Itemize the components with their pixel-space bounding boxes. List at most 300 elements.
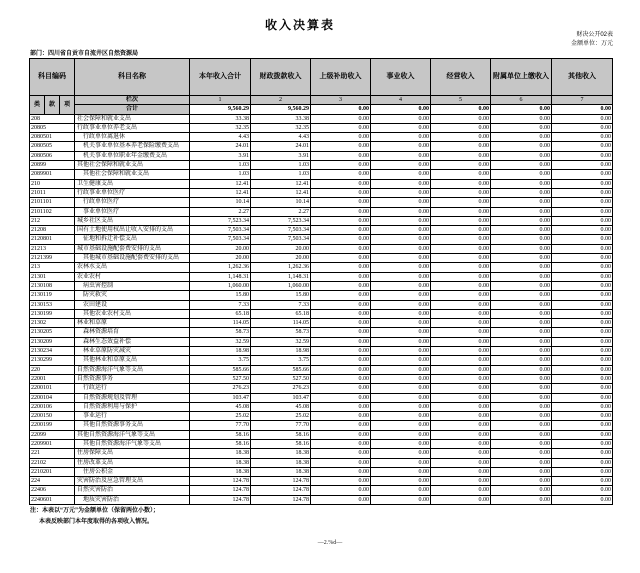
subject-code-cell: 208 <box>30 114 75 123</box>
value-cell: 124.78 <box>251 495 311 504</box>
value-cell: 0.00 <box>552 114 613 123</box>
column-index-4: 4 <box>371 96 431 105</box>
subject-code-cell: 2120801 <box>30 235 75 244</box>
value-cell: 18.38 <box>190 458 251 467</box>
table-row <box>30 207 613 216</box>
value-cell: 0.00 <box>311 393 371 402</box>
grand-total-row <box>30 105 613 114</box>
value-cell: 7.33 <box>251 300 311 309</box>
value-cell: 0.00 <box>371 114 431 123</box>
table-row <box>30 374 613 383</box>
footnote-line-2: 本表反映部门本年度取得的各项收入情况。 <box>39 518 154 525</box>
subject-name-cell: 其他城市基础设施配套费安排的支出 <box>75 254 190 263</box>
value-cell: 0.00 <box>431 319 491 328</box>
value-cell: 0.00 <box>311 198 371 207</box>
value-cell: 7,503.34 <box>190 235 251 244</box>
subcol-section: 款 <box>45 96 60 115</box>
table-row <box>30 356 613 365</box>
value-cell: 0.00 <box>371 254 431 263</box>
value-cell: 0.00 <box>491 123 552 132</box>
subject-code-cell: 2200101 <box>30 384 75 393</box>
value-cell: 0.00 <box>311 430 371 439</box>
value-cell: 25.02 <box>190 412 251 421</box>
value-cell: 0.00 <box>311 300 371 309</box>
table-row <box>30 384 613 393</box>
value-cell: 0.00 <box>431 300 491 309</box>
value-cell: 0.00 <box>552 449 613 458</box>
value-cell: 0.00 <box>552 374 613 383</box>
value-cell: 0.00 <box>311 402 371 411</box>
table-row <box>30 226 613 235</box>
value-cell: 0.00 <box>552 467 613 476</box>
value-cell: 33.38 <box>190 114 251 123</box>
subject-code-cell: 2080501 <box>30 133 75 142</box>
value-cell: 0.00 <box>431 291 491 300</box>
value-cell: 0.00 <box>431 254 491 263</box>
value-cell: 0.00 <box>371 467 431 476</box>
value-cell: 0.00 <box>552 365 613 374</box>
value-cell: 3.75 <box>251 356 311 365</box>
value-cell: 0.00 <box>552 254 613 263</box>
value-cell: 0.00 <box>311 319 371 328</box>
subject-name-cell: 城市基础设施配套费安排的支出 <box>75 244 190 253</box>
value-cell: 0.00 <box>371 412 431 421</box>
value-cell: 0.00 <box>552 337 613 346</box>
value-cell: 0.00 <box>371 356 431 365</box>
value-cell: 276.23 <box>251 384 311 393</box>
value-cell: 0.00 <box>311 374 371 383</box>
subject-code-cell: 2130299 <box>30 356 75 365</box>
value-cell: 7,523.34 <box>190 216 251 225</box>
value-cell: 0.00 <box>311 216 371 225</box>
grand-total-label: 合计 <box>75 105 190 114</box>
value-cell: 0.00 <box>431 244 491 253</box>
subject-name-cell: 自然灾害防治 <box>75 486 190 495</box>
value-cell: 0.00 <box>371 244 431 253</box>
table-row <box>30 179 613 188</box>
column-index-row <box>30 96 613 105</box>
value-cell: 0.00 <box>552 300 613 309</box>
value-cell: 114.05 <box>190 319 251 328</box>
table-row <box>30 114 613 123</box>
table-row <box>30 365 613 374</box>
value-cell: 0.00 <box>552 235 613 244</box>
subject-code-cell: 210 <box>30 179 75 188</box>
subject-code-cell: 221 <box>30 449 75 458</box>
table-row <box>30 430 613 439</box>
value-cell: 124.78 <box>190 486 251 495</box>
value-cell: 12.41 <box>190 188 251 197</box>
value-cell: 65.18 <box>251 309 311 318</box>
value-cell: 124.78 <box>190 495 251 504</box>
value-cell: 0.00 <box>491 365 552 374</box>
value-cell: 0.00 <box>431 188 491 197</box>
value-cell: 0.00 <box>311 161 371 170</box>
value-cell: 0.00 <box>552 356 613 365</box>
value-cell: 0.00 <box>552 263 613 272</box>
value-cell: 65.18 <box>190 309 251 318</box>
table-row <box>30 291 613 300</box>
value-cell: 0.00 <box>311 421 371 430</box>
subject-code-cell: 22099 <box>30 430 75 439</box>
value-cell: 0.00 <box>491 216 552 225</box>
department-label: 部门：四川省自贡市自流井区自然资源局 <box>30 51 139 57</box>
subject-code-cell: 2130199 <box>30 309 75 318</box>
value-cell: 0.00 <box>311 356 371 365</box>
value-cell: 0.00 <box>371 216 431 225</box>
subject-code-cell: 22001 <box>30 374 75 383</box>
subject-name-cell: 行政单位离退休 <box>75 133 190 142</box>
subject-code-cell: 2089901 <box>30 170 75 179</box>
subject-code-cell: 2130153 <box>30 300 75 309</box>
subcol-class: 类 <box>30 96 45 115</box>
subject-name-cell: 行政运行 <box>75 384 190 393</box>
value-cell: 58.16 <box>190 430 251 439</box>
value-cell: 0.00 <box>311 254 371 263</box>
subject-code-cell: 2130205 <box>30 328 75 337</box>
table-row <box>30 439 613 448</box>
table-row <box>30 188 613 197</box>
value-cell: 0.00 <box>431 216 491 225</box>
value-cell: 0.00 <box>552 495 613 504</box>
value-cell: 0.00 <box>491 142 552 151</box>
value-cell: 0.00 <box>491 263 552 272</box>
table-row <box>30 337 613 346</box>
value-cell: 0.00 <box>371 300 431 309</box>
table-row <box>30 347 613 356</box>
value-cell: 4.43 <box>251 133 311 142</box>
subject-name-cell: 农业农村 <box>75 272 190 281</box>
value-cell: 18.38 <box>190 467 251 476</box>
subject-code-cell: 224 <box>30 477 75 486</box>
value-cell: 0.00 <box>371 449 431 458</box>
value-cell: 0.00 <box>371 439 431 448</box>
value-cell: 45.08 <box>251 402 311 411</box>
subject-name-cell: 农林水支出 <box>75 263 190 272</box>
value-cell: 585.66 <box>190 365 251 374</box>
revenue-table <box>29 58 613 505</box>
value-cell: 124.78 <box>251 486 311 495</box>
value-cell: 32.59 <box>251 337 311 346</box>
value-cell: 0.00 <box>311 309 371 318</box>
subject-code-cell: 2200106 <box>30 402 75 411</box>
value-cell: 0.00 <box>491 179 552 188</box>
value-cell: 0.00 <box>491 151 552 160</box>
table-row <box>30 235 613 244</box>
value-cell: 0.00 <box>431 161 491 170</box>
value-cell: 0.00 <box>552 198 613 207</box>
value-cell: 0.00 <box>311 170 371 179</box>
subject-name-cell: 行政事业单位医疗 <box>75 188 190 197</box>
value-cell: 0.00 <box>311 291 371 300</box>
subject-name-cell: 城乡社区支出 <box>75 216 190 225</box>
value-cell: 0.00 <box>491 114 552 123</box>
value-cell: 18.38 <box>251 458 311 467</box>
subject-name-cell: 其他自然资源海洋气象等支出 <box>75 430 190 439</box>
value-cell: 0.00 <box>491 467 552 476</box>
value-cell: 0.00 <box>552 142 613 151</box>
value-cell: 0.00 <box>311 477 371 486</box>
value-cell: 0.00 <box>552 291 613 300</box>
subject-code-cell: 2130209 <box>30 337 75 346</box>
value-cell: 4.43 <box>190 133 251 142</box>
value-cell: 0.00 <box>371 179 431 188</box>
table-number-label: 财决公开02表 <box>576 32 613 38</box>
value-cell: 10.14 <box>251 198 311 207</box>
subject-code-cell: 2130119 <box>30 291 75 300</box>
value-cell: 0.00 <box>371 207 431 216</box>
value-cell: 0.00 <box>552 281 613 290</box>
subject-code-cell: 2130234 <box>30 347 75 356</box>
amount-unit-label: 金额单位：万元 <box>570 40 613 47</box>
table-row <box>30 198 613 207</box>
value-cell: 103.47 <box>251 393 311 402</box>
column-index-3: 3 <box>311 96 371 105</box>
value-cell: 0.00 <box>491 421 552 430</box>
subject-name-cell: 事业单位医疗 <box>75 207 190 216</box>
value-cell: 0.00 <box>311 114 371 123</box>
column-index-5: 5 <box>431 96 491 105</box>
table-row <box>30 495 613 504</box>
table-row <box>30 300 613 309</box>
value-cell: 12.41 <box>251 179 311 188</box>
value-cell: 0.00 <box>431 347 491 356</box>
subject-name-cell: 农田建设 <box>75 300 190 309</box>
value-cell: 0.00 <box>431 263 491 272</box>
grand-total-value: 0.00 <box>552 105 613 114</box>
value-cell: 0.00 <box>552 430 613 439</box>
subject-name-cell: 机关事业单位职业年金缴费支出 <box>75 151 190 160</box>
value-cell: 0.00 <box>311 365 371 374</box>
table-row <box>30 393 613 402</box>
value-cell: 0.00 <box>311 495 371 504</box>
value-cell: 1.03 <box>251 161 311 170</box>
value-cell: 0.00 <box>371 281 431 290</box>
col-header-other-income: 其他收入 <box>552 59 613 96</box>
value-cell: 0.00 <box>431 328 491 337</box>
value-cell: 77.70 <box>190 421 251 430</box>
value-cell: 124.78 <box>251 477 311 486</box>
value-cell: 32.35 <box>190 123 251 132</box>
value-cell: 0.00 <box>371 291 431 300</box>
value-cell: 7,503.34 <box>251 226 311 235</box>
value-cell: 0.00 <box>431 281 491 290</box>
value-cell: 0.00 <box>491 309 552 318</box>
subject-code-cell: 2200150 <box>30 412 75 421</box>
value-cell: 7,503.34 <box>190 226 251 235</box>
value-cell: 1.03 <box>190 161 251 170</box>
value-cell: 0.00 <box>552 384 613 393</box>
value-cell: 3.91 <box>251 151 311 160</box>
value-cell: 0.00 <box>371 486 431 495</box>
value-cell: 0.00 <box>311 347 371 356</box>
subject-name-cell: 森林生态效益补偿 <box>75 337 190 346</box>
value-cell: 0.00 <box>311 235 371 244</box>
subject-name-cell: 其他林业和草原支出 <box>75 356 190 365</box>
table-row <box>30 151 613 160</box>
value-cell: 0.00 <box>431 449 491 458</box>
value-cell: 0.00 <box>431 384 491 393</box>
value-cell: 0.00 <box>311 486 371 495</box>
value-cell: 0.00 <box>371 328 431 337</box>
table-row <box>30 170 613 179</box>
subject-name-cell: 自然资源海洋气象等支出 <box>75 365 190 374</box>
value-cell: 0.00 <box>491 281 552 290</box>
value-cell: 1.03 <box>190 170 251 179</box>
value-cell: 0.00 <box>371 161 431 170</box>
value-cell: 0.00 <box>491 356 552 365</box>
subject-name-cell: 住房公积金 <box>75 467 190 476</box>
value-cell: 0.00 <box>491 384 552 393</box>
subject-name-cell: 征地和拆迁补偿支出 <box>75 235 190 244</box>
value-cell: 2.27 <box>251 207 311 216</box>
value-cell: 0.00 <box>431 337 491 346</box>
value-cell: 0.00 <box>491 449 552 458</box>
value-cell: 0.00 <box>431 272 491 281</box>
value-cell: 0.00 <box>431 114 491 123</box>
subject-name-cell: 社会保障和就业支出 <box>75 114 190 123</box>
subject-code-cell: 21208 <box>30 226 75 235</box>
subject-name-cell: 自然资源规划及管理 <box>75 393 190 402</box>
value-cell: 0.00 <box>311 244 371 253</box>
value-cell: 0.00 <box>431 430 491 439</box>
table-row <box>30 477 613 486</box>
subject-name-cell: 其他自然资源事务支出 <box>75 421 190 430</box>
value-cell: 0.00 <box>552 216 613 225</box>
value-cell: 0.00 <box>431 198 491 207</box>
value-cell: 0.00 <box>552 207 613 216</box>
value-cell: 0.00 <box>371 393 431 402</box>
col-header-subject-name: 科目名称 <box>75 59 190 96</box>
value-cell: 18.38 <box>190 449 251 458</box>
value-cell: 0.00 <box>431 133 491 142</box>
value-cell: 0.00 <box>311 439 371 448</box>
table-row <box>30 319 613 328</box>
value-cell: 0.00 <box>431 402 491 411</box>
value-cell: 0.00 <box>552 133 613 142</box>
value-cell: 0.00 <box>371 477 431 486</box>
value-cell: 0.00 <box>431 151 491 160</box>
table-meta <box>571 31 613 48</box>
subject-name-cell: 国有土地使用权出让收入安排的支出 <box>75 226 190 235</box>
value-cell: 0.00 <box>491 393 552 402</box>
subcol-item: 项 <box>60 96 75 115</box>
value-cell: 0.00 <box>371 374 431 383</box>
value-cell: 0.00 <box>552 347 613 356</box>
grand-total-value: 0.00 <box>431 105 491 114</box>
value-cell: 0.00 <box>552 421 613 430</box>
value-cell: 0.00 <box>431 412 491 421</box>
subject-name-cell: 自然资源事务 <box>75 374 190 383</box>
value-cell: 0.00 <box>552 123 613 132</box>
table-row <box>30 467 613 476</box>
column-index-6: 6 <box>491 96 552 105</box>
value-cell: 0.00 <box>431 374 491 383</box>
value-cell: 0.00 <box>431 356 491 365</box>
value-cell: 1,060.00 <box>190 281 251 290</box>
value-cell: 7.33 <box>190 300 251 309</box>
subject-code-cell: 21302 <box>30 319 75 328</box>
value-cell: 33.38 <box>251 114 311 123</box>
value-cell: 0.00 <box>431 393 491 402</box>
value-cell: 10.14 <box>190 198 251 207</box>
table-row <box>30 402 613 411</box>
table-row <box>30 133 613 142</box>
value-cell: 0.00 <box>311 207 371 216</box>
value-cell: 0.00 <box>371 495 431 504</box>
subject-name-cell: 卫生健康支出 <box>75 179 190 188</box>
value-cell: 0.00 <box>552 328 613 337</box>
table-row <box>30 263 613 272</box>
value-cell: 0.00 <box>311 337 371 346</box>
value-cell: 585.66 <box>251 365 311 374</box>
value-cell: 0.00 <box>371 142 431 151</box>
value-cell: 0.00 <box>311 179 371 188</box>
value-cell: 0.00 <box>371 123 431 132</box>
value-cell: 0.00 <box>311 263 371 272</box>
value-cell: 0.00 <box>371 319 431 328</box>
value-cell: 0.00 <box>552 402 613 411</box>
value-cell: 0.00 <box>311 412 371 421</box>
page-number: —2.%d— <box>317 540 343 546</box>
value-cell: 58.73 <box>190 328 251 337</box>
value-cell: 0.00 <box>311 272 371 281</box>
value-cell: 0.00 <box>431 439 491 448</box>
page-title: 收入决算表 <box>264 18 335 32</box>
value-cell: 25.02 <box>251 412 311 421</box>
value-cell: 0.00 <box>491 170 552 179</box>
value-cell: 0.00 <box>311 449 371 458</box>
value-cell: 20.00 <box>190 254 251 263</box>
value-cell: 124.78 <box>190 477 251 486</box>
value-cell: 7,523.34 <box>251 216 311 225</box>
value-cell: 527.50 <box>190 374 251 383</box>
value-cell: 20.00 <box>251 254 311 263</box>
value-cell: 3.75 <box>190 356 251 365</box>
value-cell: 0.00 <box>371 226 431 235</box>
value-cell: 18.98 <box>190 347 251 356</box>
value-cell: 0.00 <box>371 402 431 411</box>
value-cell: 0.00 <box>431 458 491 467</box>
subject-name-cell: 林业和草原 <box>75 319 190 328</box>
subject-code-cell: 21301 <box>30 272 75 281</box>
value-cell: 2.27 <box>190 207 251 216</box>
col-header-business-income: 经营收入 <box>431 59 491 96</box>
table-row <box>30 486 613 495</box>
subject-code-cell: 2209901 <box>30 439 75 448</box>
column-index-2: 2 <box>251 96 311 105</box>
value-cell: 0.00 <box>552 319 613 328</box>
subject-code-cell: 220 <box>30 365 75 374</box>
subject-name-cell: 防灾救灾 <box>75 291 190 300</box>
value-cell: 0.00 <box>552 226 613 235</box>
value-cell: 114.05 <box>251 319 311 328</box>
value-cell: 0.00 <box>311 384 371 393</box>
subject-name-cell: 住房保障支出 <box>75 449 190 458</box>
value-cell: 0.00 <box>552 188 613 197</box>
footnote-line-1: 注：本表以“万元”为金额单位（保留两位小数）； <box>30 508 160 514</box>
table-row <box>30 123 613 132</box>
column-index-7: 7 <box>552 96 613 105</box>
subject-code-cell: 21213 <box>30 244 75 253</box>
subject-code-cell: 2210201 <box>30 467 75 476</box>
value-cell: 276.23 <box>190 384 251 393</box>
value-cell: 1,148.31 <box>190 272 251 281</box>
value-cell: 45.08 <box>190 402 251 411</box>
table-row <box>30 449 613 458</box>
value-cell: 0.00 <box>552 179 613 188</box>
value-cell: 0.00 <box>371 458 431 467</box>
